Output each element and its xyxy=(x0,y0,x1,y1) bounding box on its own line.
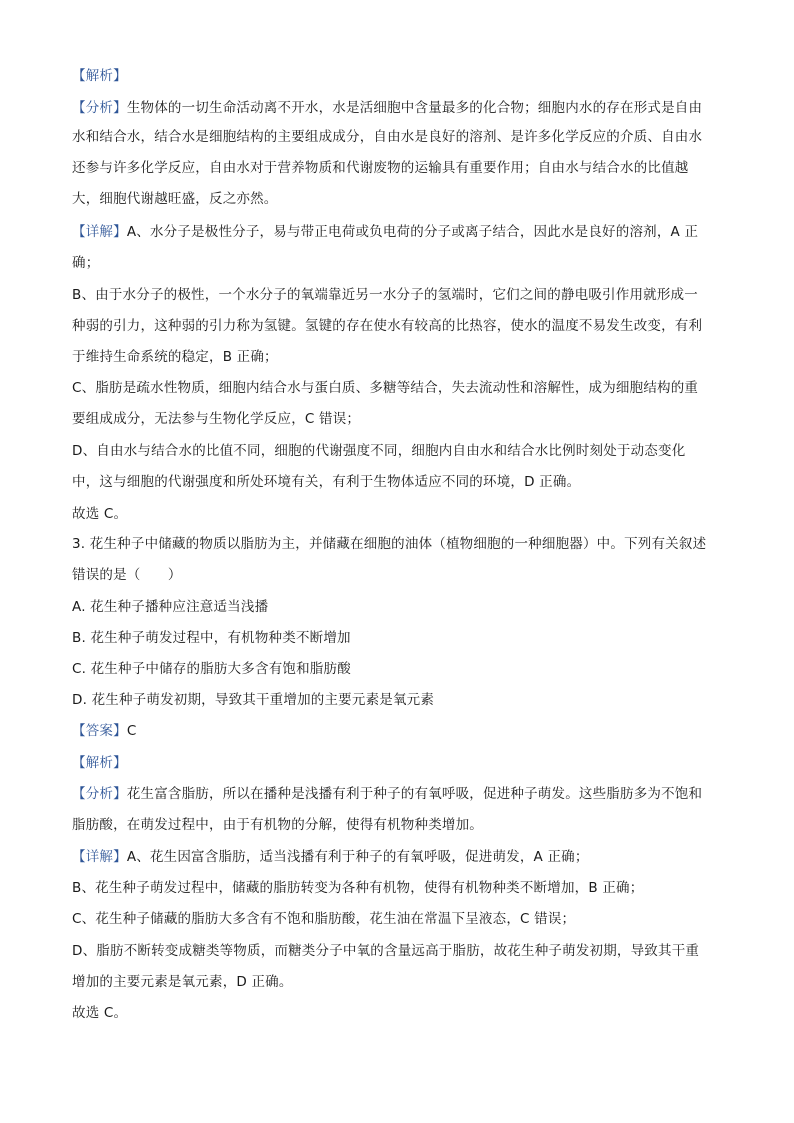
line-text: 中，这与细胞的代谢强度和所处环境有关，有利于生物体适应不同的环境，D 正确。 xyxy=(72,474,581,490)
text-line xyxy=(72,504,732,524)
line-text: A. 花生种子播种应注意适当浅播 xyxy=(72,599,269,615)
text-line xyxy=(72,878,732,898)
text-line xyxy=(72,285,732,305)
line-text: B、花生种子萌发过程中，储藏的脂肪转变为各种有机物，使得有机物种类不断增加，B 正确； xyxy=(72,880,644,896)
line-text: C xyxy=(126,723,137,739)
line-text: C. 花生种子中储存的脂肪大多含有饱和脂肪酸 xyxy=(72,661,351,677)
text-line xyxy=(72,847,732,867)
text-line xyxy=(72,253,732,273)
text-line xyxy=(72,441,732,461)
line-text: 脂肪酸，在萌发过程中，由于有机物的分解，使得有机物种类增加。 xyxy=(72,817,483,833)
text-line xyxy=(72,597,732,617)
line-text: D. 花生种子萌发初期，导致其干重增加的主要元素是氧元素 xyxy=(72,692,435,708)
text-line xyxy=(72,628,732,648)
line-text: D、脂肪不断转变成糖类等物质，而糖类分子中氧的含量远高于脂肪，故花生种子萌发初期，导致其干重 xyxy=(72,943,700,959)
line-text: 大，细胞代谢越旺盛，反之亦然。 xyxy=(72,191,278,207)
text-line xyxy=(72,565,732,585)
text-line xyxy=(72,815,732,835)
line-text: A、花生因富含脂肪，适当浅播有利于种子的有氧呼吸，促进萌发，A 正确； xyxy=(126,849,589,865)
section-tag: 【答案】 xyxy=(72,723,127,739)
line-text: 故选 C。 xyxy=(72,1005,128,1021)
text-line xyxy=(72,1003,732,1023)
text-line xyxy=(72,127,732,147)
line-text: 还参与许多化学反应，自由水对于营养物质和代谢废物的运输具有重要作用；自由水与结合水的比值越 xyxy=(72,160,689,176)
line-text: D、自由水与结合水的比值不同，细胞的代谢强度不同，细胞内自由水和结合水比例时刻处于动态变化 xyxy=(72,443,686,459)
line-text: B. 花生种子萌发过程中，有机物种类不断增加 xyxy=(72,630,351,646)
text-line xyxy=(72,316,732,336)
text-line xyxy=(72,472,732,492)
line-text: 于维持生命系统的稳定，B 正确； xyxy=(72,349,278,365)
text-line xyxy=(72,98,732,118)
text-line xyxy=(72,158,732,178)
text-line xyxy=(72,659,732,679)
line-text: 错误的是（ ） xyxy=(72,567,182,583)
line-text: 种弱的引力，这种弱的引力称为氢键。氢键的存在使水有较高的比热容，使水的温度不易发生改变，有利 xyxy=(72,318,703,334)
text-line xyxy=(72,690,732,710)
section-tag: 【详解】 xyxy=(72,224,127,240)
text-line xyxy=(72,753,732,773)
text-line xyxy=(72,534,732,554)
text-line xyxy=(72,66,732,86)
line-text: B、由于水分子的极性，一个水分子的氧端靠近另一水分子的氢端时，它们之间的静电吸引作用就形成一 xyxy=(72,287,698,303)
section-tag: 【详解】 xyxy=(72,849,127,865)
line-text: C、花生种子储藏的脂肪大多含有不饱和脂肪酸，花生油在常温下呈液态，C 错误； xyxy=(72,911,576,927)
line-text: 水和结合水，结合水是细胞结构的主要组成成分，自由水是良好的溶剂、是许多化学反应的介质、自由水 xyxy=(72,129,703,145)
section-tag: 【解析】 xyxy=(72,68,127,84)
text-line xyxy=(72,909,732,929)
text-line xyxy=(72,409,732,429)
line-text: 增加的主要元素是氧元素，D 正确。 xyxy=(72,974,293,990)
line-text: A、水分子是极性分子，易与带正电荷或负电荷的分子或离子结合，因此水是良好的溶剂，A 正 xyxy=(126,224,699,240)
text-line xyxy=(72,189,732,209)
text-line xyxy=(72,941,732,961)
text-line xyxy=(72,222,732,242)
text-line xyxy=(72,721,732,741)
text-line xyxy=(72,784,732,804)
line-text: 3. 花生种子中储藏的物质以脂肪为主，并储藏在细胞的油体（植物细胞的一种细胞器）中。下列有关叙述 xyxy=(72,536,707,552)
text-line xyxy=(72,347,732,367)
text-line xyxy=(72,378,732,398)
line-text: 故选 C。 xyxy=(72,506,128,522)
line-text: 生物体的一切生命活动离不开水，水是活细胞中含量最多的化合物；细胞内水的存在形式是自由 xyxy=(126,100,703,116)
line-text: 花生富含脂肪，所以在播种是浅播有利于种子的有氧呼吸，促进种子萌发。这些脂肪多为不饱和 xyxy=(126,786,703,802)
line-text: 确； xyxy=(72,255,100,271)
text-line xyxy=(72,972,732,992)
section-tag: 【分析】 xyxy=(72,786,127,802)
line-text: C、脂肪是疏水性物质，细胞内结合水与蛋白质、多糖等结合，失去流动性和溶解性，成为细胞结构的重 xyxy=(72,380,699,396)
line-text: 要组成成分，无法参与生物化学反应，C 错误； xyxy=(72,411,361,427)
section-tag: 【解析】 xyxy=(72,755,127,771)
section-tag: 【分析】 xyxy=(72,100,127,116)
